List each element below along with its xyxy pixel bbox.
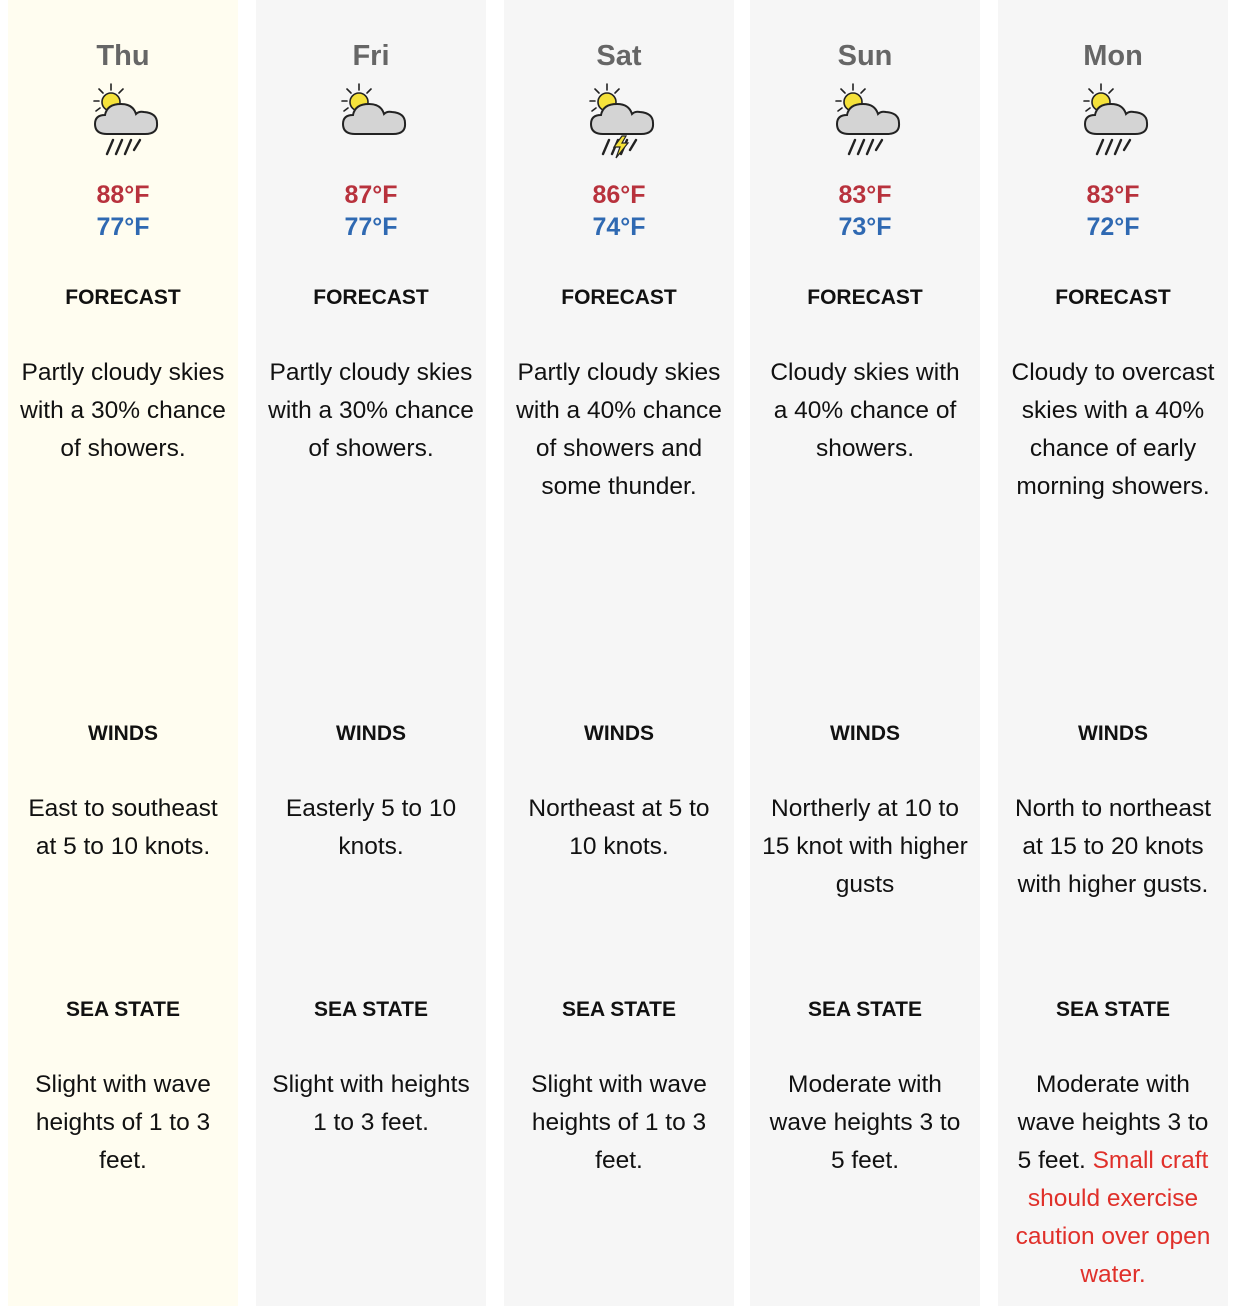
winds-heading: WINDS bbox=[584, 722, 654, 745]
day-name: Sun bbox=[837, 40, 893, 72]
day-column-fri bbox=[256, 0, 486, 1306]
high-temperature: 88°F bbox=[96, 181, 150, 209]
small-craft-warning: Small craft should exercise caution over open water. bbox=[1015, 1147, 1211, 1288]
sea-state-block bbox=[762, 1066, 968, 1180]
sea-state-text: Moderate with wave heights 3 to 5 feet. bbox=[1017, 1071, 1209, 1174]
sea-state-block bbox=[1010, 1066, 1216, 1294]
day-name: Fri bbox=[352, 40, 390, 72]
day-column-sun bbox=[750, 0, 980, 1306]
low-temperature: 73°F bbox=[838, 213, 892, 241]
forecast-text: Cloudy skies with a 40% chance of showers. bbox=[770, 359, 960, 462]
high-temperature: 87°F bbox=[344, 181, 398, 209]
high-temperature: 83°F bbox=[838, 181, 892, 209]
high-temperature: 83°F bbox=[1086, 181, 1140, 209]
partly-cloudy-rain-icon bbox=[1075, 80, 1159, 164]
day-name: Sat bbox=[596, 40, 642, 72]
winds-heading: WINDS bbox=[830, 722, 900, 745]
day-column-sat bbox=[504, 0, 734, 1306]
forecast-text: Partly cloudy skies with a 30% chance of showers. bbox=[20, 359, 226, 462]
low-temperature: 77°F bbox=[344, 213, 398, 241]
sea-state-heading: SEA STATE bbox=[314, 998, 428, 1021]
sea-state-heading: SEA STATE bbox=[66, 998, 180, 1021]
partly-cloudy-rain-icon bbox=[827, 80, 911, 164]
winds-text: East to southeast at 5 to 10 knots. bbox=[28, 795, 218, 860]
high-temperature: 86°F bbox=[592, 181, 646, 209]
forecast-heading: FORECAST bbox=[313, 286, 429, 309]
forecast-text: Cloudy to overcast skies with a 40% chance of early morning showers. bbox=[1011, 359, 1215, 500]
sea-state-text: Slight with heights 1 to 3 feet. bbox=[272, 1071, 470, 1136]
sea-state-text: Slight with wave heights of 1 to 3 feet. bbox=[531, 1071, 707, 1174]
day-name: Mon bbox=[1083, 40, 1143, 72]
sea-state-block bbox=[516, 1066, 722, 1180]
sea-state-text: Moderate with wave heights 3 to 5 feet. bbox=[769, 1071, 961, 1174]
low-temperature: 72°F bbox=[1086, 213, 1140, 241]
sea-state-block bbox=[268, 1066, 474, 1142]
forecast-heading: FORECAST bbox=[807, 286, 923, 309]
day-column-thu bbox=[8, 0, 238, 1306]
day-column-mon bbox=[998, 0, 1228, 1306]
partly-cloudy-rain-icon bbox=[85, 80, 169, 164]
sea-state-heading: SEA STATE bbox=[808, 998, 922, 1021]
low-temperature: 77°F bbox=[96, 213, 150, 241]
winds-heading: WINDS bbox=[336, 722, 406, 745]
sea-state-text: Slight with wave heights of 1 to 3 feet. bbox=[35, 1071, 211, 1174]
forecast-heading: FORECAST bbox=[1055, 286, 1171, 309]
winds-text: Northerly at 10 to 15 knot with higher gusts bbox=[762, 795, 968, 898]
winds-text: North to northeast at 15 to 20 knots with higher gusts. bbox=[1014, 795, 1212, 898]
day-name: Thu bbox=[96, 40, 150, 72]
winds-heading: WINDS bbox=[88, 722, 158, 745]
winds-heading: WINDS bbox=[1078, 722, 1148, 745]
winds-text: Northeast at 5 to 10 knots. bbox=[528, 795, 710, 860]
sea-state-heading: SEA STATE bbox=[562, 998, 676, 1021]
sea-state-heading: SEA STATE bbox=[1056, 998, 1170, 1021]
sea-state-block bbox=[20, 1066, 226, 1180]
forecast-text: Partly cloudy skies with a 40% chance of showers and some thunder. bbox=[516, 359, 722, 500]
winds-text: Easterly 5 to 10 knots. bbox=[285, 795, 457, 860]
forecast-heading: FORECAST bbox=[65, 286, 181, 309]
partly-cloudy-icon bbox=[333, 80, 417, 164]
partly-cloudy-thunderstorm-icon bbox=[581, 80, 665, 164]
forecast-heading: FORECAST bbox=[561, 286, 677, 309]
low-temperature: 74°F bbox=[592, 213, 646, 241]
forecast-text: Partly cloudy skies with a 30% chance of showers. bbox=[268, 359, 474, 462]
